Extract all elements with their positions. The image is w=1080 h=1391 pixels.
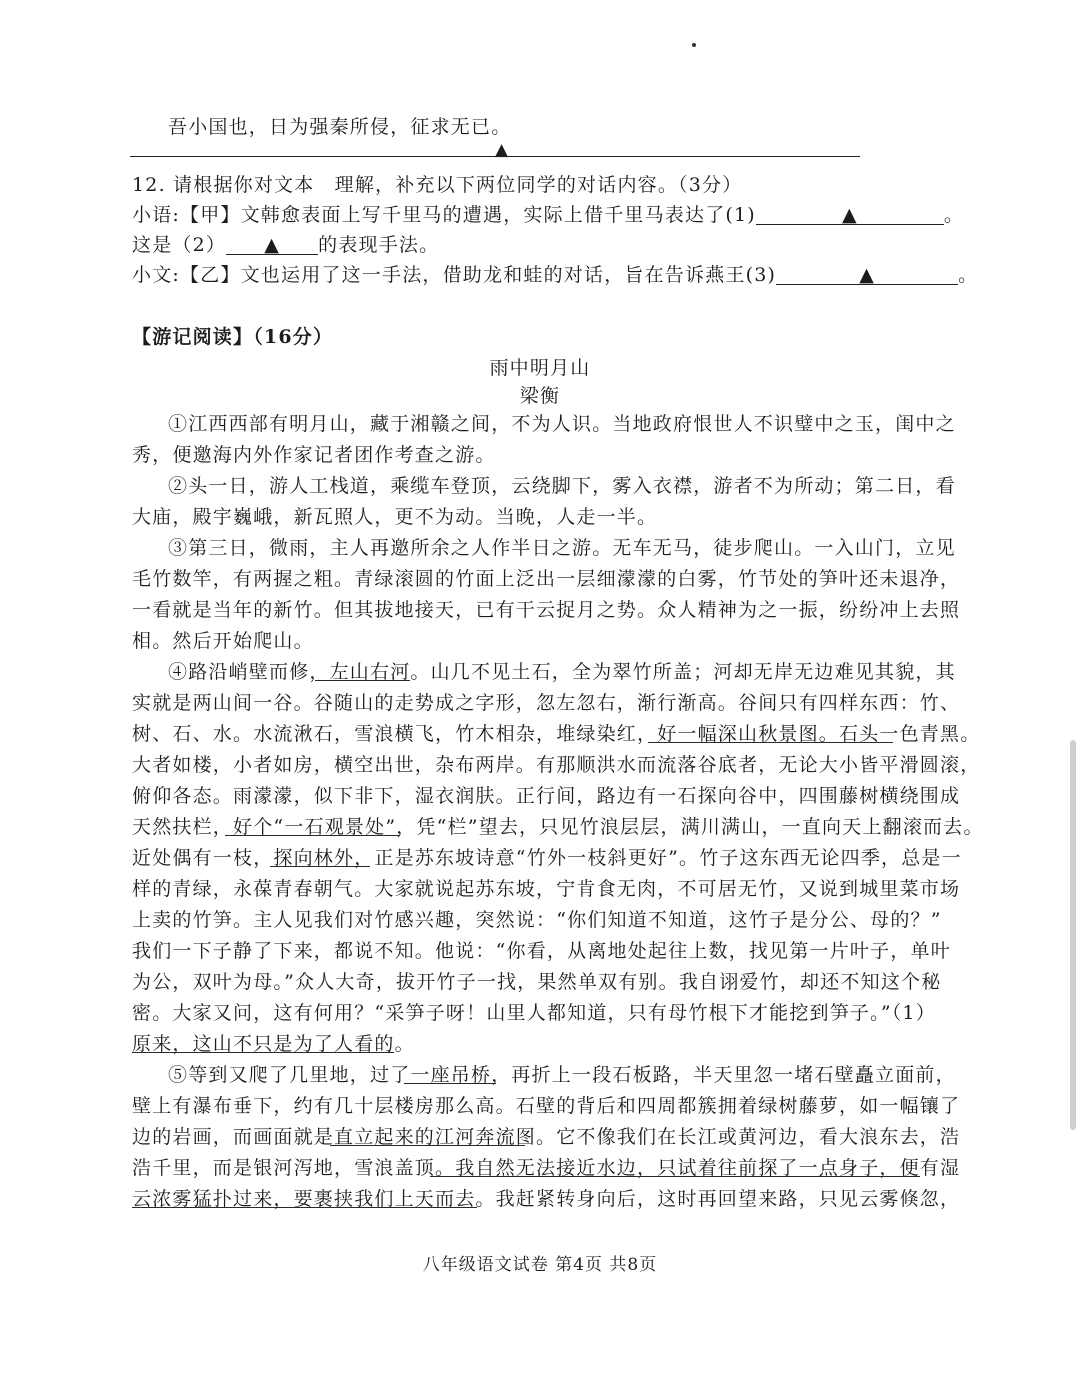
handwritten-underline bbox=[132, 1207, 477, 1208]
handwritten-underline bbox=[270, 866, 370, 867]
article-line: 实就是两山间一谷。谷随山的走势成之字形，忽左忽右，渐行渐高。谷间只有四样东西：竹、 bbox=[132, 692, 961, 714]
article-line: 俯仰各态。雨濛濛，似下非下，湿衣润肤。正行间，路边有一石探向谷中，四围藤树横绕围成 bbox=[132, 785, 961, 807]
article-line: 壁上有瀑布垂下，约有几十层楼房那么高。石壁的背后和四周都簇拥着绿树藤萝，如一幅镶了 bbox=[132, 1095, 961, 1117]
xiaowen-punct: 。 bbox=[958, 264, 979, 286]
page-footer: 八年级语文试卷 第4页 共8页 bbox=[422, 1255, 658, 1275]
handwritten-underline bbox=[315, 680, 410, 681]
xiaoyu-text-1: 小语:【甲】文韩愈表面上写千里马的遭遇，实际上借千里马表达了(1) bbox=[132, 204, 756, 226]
handwritten-underline bbox=[225, 835, 400, 836]
answer-marker: ▲ bbox=[264, 234, 280, 256]
article-line: ①江西西部有明月山，藏于湘赣之间，不为人识。当地政府恨世人不识璧中之玉，闺中之 bbox=[168, 413, 956, 435]
article-line: 树、石、水。水流湫石，雪浪横飞，竹木相杂，堆绿染红，好一幅深山秋景图。石头一色青黑。 bbox=[132, 723, 981, 745]
xiaoyu-punct-1: 。 bbox=[943, 204, 965, 226]
article-author: 梁衡 bbox=[519, 385, 561, 407]
xiaoyu-text-2: 这是（2） bbox=[132, 234, 227, 256]
answer-marker: ▲ bbox=[495, 140, 509, 160]
q12-xiaoyu-line-1 bbox=[132, 200, 964, 227]
article-line: 边的岩画，而画面就是直立起来的江河奔流图。它不像我们在长江或黄河边，看大浪东去，浩 bbox=[132, 1126, 961, 1148]
scrollbar[interactable] bbox=[1070, 740, 1076, 1130]
article-line: 大庙，殿宇巍峨，新瓦照人，更不为动。当晚，人走一半。 bbox=[132, 506, 658, 528]
article-line: 云浓雾猛扑过来，要裹挟我们上天而去。我赶紧转身向后，这时再回望来路，只见云雾倏忽， bbox=[132, 1188, 961, 1210]
article-line: 原来，这山不只是为了人看的。 bbox=[132, 1033, 415, 1055]
article-line: 浩千里，而是银河泻地，雪浪盖顶。我自然无法接近水边，只试着往前探了一点身子，便有湿 bbox=[132, 1157, 961, 1179]
article-line: 毛竹数竿，有两握之粗。青绿滚圆的竹面上泛出一层细濛濛的白雾，竹节处的笋叶还未退净， bbox=[132, 568, 961, 590]
speck bbox=[692, 43, 696, 47]
handwritten-underline bbox=[132, 1052, 394, 1053]
xiaowen-text: 小文:【乙】文也运用了这一手法，借助龙和蛙的对话，旨在告诉燕王(3) bbox=[132, 264, 777, 286]
handwritten-underline bbox=[430, 1176, 920, 1177]
article-line: 我们一下子静了下来，都说不知。他说：“你看，从离地处起往上数，找见第一片叶子，单叶 bbox=[132, 940, 951, 962]
xiaoyu-text-2b: 的表现手法。 bbox=[318, 234, 440, 256]
passage-tail-line: 吾小国也，日为强秦所侵，征求无已。 bbox=[168, 116, 512, 138]
article-line: 密。大家又问，这有何用？“采笋子呀！山里人都知道，只有母竹根下才能挖到笋子。”（1） bbox=[132, 1002, 936, 1024]
answer-blank-2[interactable] bbox=[226, 236, 318, 255]
answer-blank-1[interactable] bbox=[756, 206, 944, 225]
article-line: 近处偶有一枝，探向林外，正是苏东坡诗意“竹外一枝斜更好”。竹子这东西无论四季，总是一 bbox=[132, 847, 962, 869]
handwritten-underline bbox=[330, 1145, 525, 1146]
article-line: 样的青绿，永葆青春朝气。大家就说起苏东坡，宁肯食无肉，不可居无竹，又说到城里菜市场 bbox=[132, 878, 961, 900]
article-line: ④路沿峭壁而修，左山右河。山几不见土石，全为翠竹所盖；河却无岸无边难见其貌，其 bbox=[168, 661, 956, 683]
article-line: 秀，便邀海内外作家记者团作考查之游。 bbox=[132, 444, 496, 466]
article-line: 为公，双叶为母。”众人大奇，拔开竹子一找，果然单双有别。我自诩爱竹，却还不知这个秘 bbox=[132, 971, 942, 993]
section-title: 【游记阅读】（16分） bbox=[132, 326, 334, 348]
handwritten-underline bbox=[648, 742, 893, 743]
answer-line bbox=[130, 156, 860, 157]
article-line: ②头一日，游人工栈道，乘缆车登顶，云绕脚下，雾入衣襟，游者不为所动；第二日，看 bbox=[168, 475, 956, 497]
article-line: 一看就是当年的新竹。但其拔地接天，已有干云捉月之势。众人精神为之一振，纷纷冲上去照 bbox=[132, 599, 961, 621]
handwritten-underline bbox=[404, 1083, 496, 1084]
answer-marker: ▲ bbox=[859, 264, 876, 286]
article-title: 雨中明月山 bbox=[489, 357, 591, 379]
article-line: ⑤等到又爬了几里地，过了一座吊桥，再折上一段石板路，半天里忽一堵石壁矗立面前， bbox=[168, 1064, 956, 1086]
article-line: 上卖的竹笋。主人见我们对竹感兴趣，突然说：“你们知道不知道，这竹子是分公、母的？” bbox=[132, 909, 942, 931]
article-line: 大者如楼，小者如房，横空出世，杂布两岸。有那顺洪水而流落谷底者，无论大小皆平滑圆滚， bbox=[132, 754, 981, 776]
q12-xiaoyu-line-2 bbox=[132, 230, 439, 257]
answer-marker: ▲ bbox=[842, 204, 858, 226]
article-line: ③第三日，微雨，主人再邀所余之人作半日之游。无车无马，徒步爬山。一入山门，立见 bbox=[168, 537, 956, 559]
q12-prompt: 12. 请根据你对文本 理解，补充以下两位同学的对话内容。（3分） bbox=[132, 174, 743, 196]
q12-xiaowen-line bbox=[132, 260, 978, 287]
answer-blank-3[interactable] bbox=[776, 266, 958, 285]
article-line: 天然扶栏，好个“一石观景处”，凭“栏”望去，只见竹浪层层，满川满山，一直向天上翻滚而去。 bbox=[132, 816, 984, 838]
article-line: 相。然后开始爬山。 bbox=[132, 630, 314, 652]
